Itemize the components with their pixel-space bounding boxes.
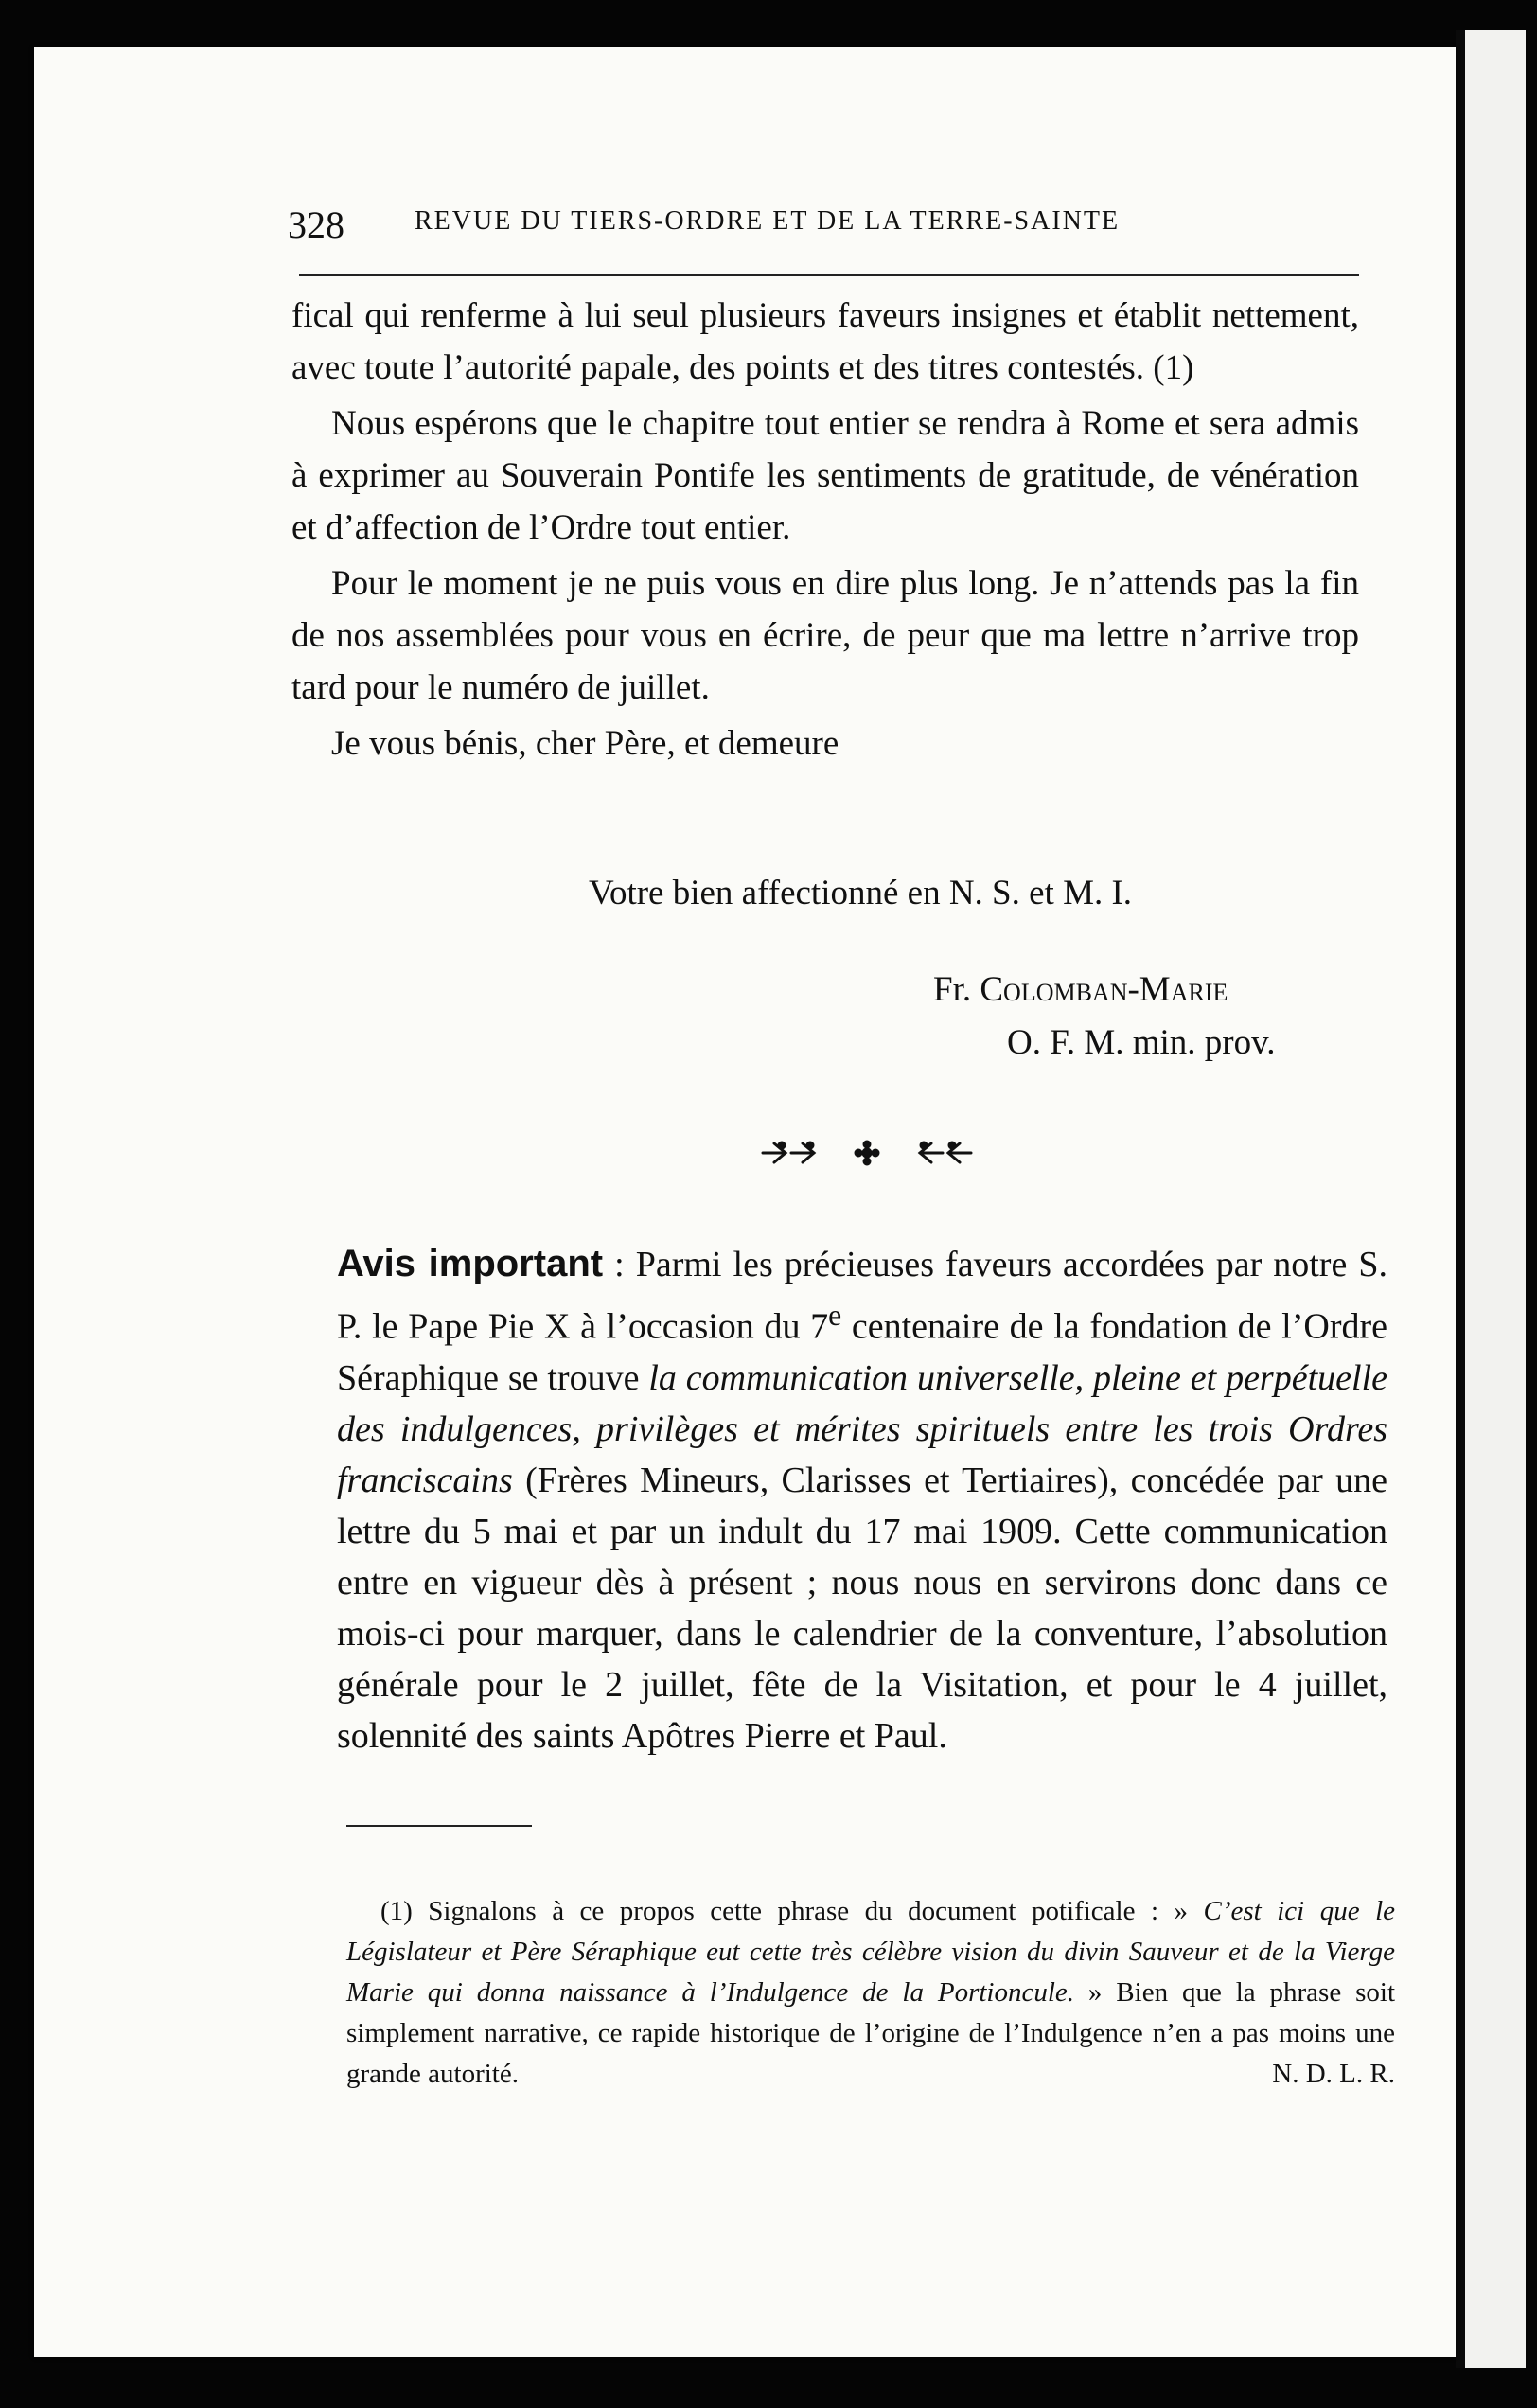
paragraph-1: fical qui renferme à lui seul plusieurs faveurs insignes et établit nettement, avec toute l’autorité papale, des points et des titres contestés. (1) bbox=[292, 296, 1359, 387]
notice-superscript: e bbox=[828, 1299, 842, 1332]
signature-title: O. F. M. min. prov. bbox=[1007, 1023, 1276, 1062]
notice-colon: : bbox=[603, 1245, 636, 1284]
signature-prefix: Fr. bbox=[933, 970, 980, 1009]
letter-body bbox=[292, 290, 1359, 770]
paragraph-2: Nous espérons que le chapitre tout entier se rendra à Rome et sera admis à exprimer au Souverain Pontife les sentiments de gratitude, de vénération et d’affection de l’Ordre tout entier. bbox=[292, 404, 1359, 547]
page-header bbox=[288, 203, 1234, 259]
notice-lead: Avis important bbox=[337, 1243, 604, 1284]
running-title: REVUE DU TIERS-ORDRE ET DE LA TERRE-SAINTE bbox=[415, 206, 1121, 236]
ornament-icon bbox=[753, 1134, 980, 1172]
notice-italic: la communication universelle, pleine et perpétuelle des indulgences, privilèges et mérites spirituels entre les trois Ordres franciscains bbox=[337, 1357, 1387, 1500]
book-page bbox=[34, 47, 1456, 2357]
footnote-text-1: (1) Signalons à ce propos cette phrase du document potificale : » bbox=[380, 1896, 1204, 1926]
page-number: 328 bbox=[288, 204, 344, 246]
signature-name: Colomban-Marie bbox=[980, 970, 1228, 1009]
footnote bbox=[346, 1891, 1395, 2095]
footnote-rule bbox=[346, 1825, 532, 1827]
notice-text-2: centenaire de la fondation de l’Ordre Séraphique se trouve bbox=[337, 1306, 1387, 1398]
book-gutter bbox=[1456, 30, 1465, 2368]
notice-text-3: (Frères Mineurs, Clarisses et Tertiaires), concédée par une lettre du 5 mai et par un indult du 17 mai 1909. Cette communication entre en vigueur dès à présent ; nous nous en servirons donc dans ce mois-ci pour marquer, dans le calendrier de la conventure, l’absolution générale pour le 2 juillet, fête de la Visitation, et pour le 4 juillet, solennité des saints Apôtres Pierre et Paul. bbox=[337, 1460, 1387, 1756]
footnote-italic: C’est ici que le Législateur et Père Séraphique eut cette très célèbre vision du divin Sauveur et de la Vierge Marie qui donna naissance à l’Indulgence de la Portioncule. bbox=[346, 1896, 1395, 2008]
paragraph-4: Je vous bénis, cher Père, et demeure bbox=[331, 724, 839, 763]
footnote-text-2: » Bien que la phrase soit simplement narrative, ce rapide historique de l’origine de l’Indulgence n’en a pas moins une grande autorité. bbox=[346, 1977, 1395, 2089]
notice-text-1: Parmi les précieuses faveurs accordées par notre S. P. le Pape Pie X à l’occasion du 7 bbox=[337, 1245, 1387, 1347]
important-notice bbox=[337, 1238, 1387, 1762]
footnote-signature: N. D. L. R. bbox=[1272, 2059, 1395, 2089]
paragraph-3: Pour le moment je ne puis vous en dire plus long. Je n’attends pas la fin de nos assemblées pour vous en écrire, de peur que ma lettre n’arrive trop tard pour le numéro de juillet. bbox=[292, 564, 1359, 707]
signature bbox=[933, 964, 1228, 1016]
salutation: Votre bien affectionné en N. S. et M. I. bbox=[589, 874, 1133, 912]
next-page-edge bbox=[1465, 30, 1526, 2368]
header-rule bbox=[299, 274, 1359, 276]
